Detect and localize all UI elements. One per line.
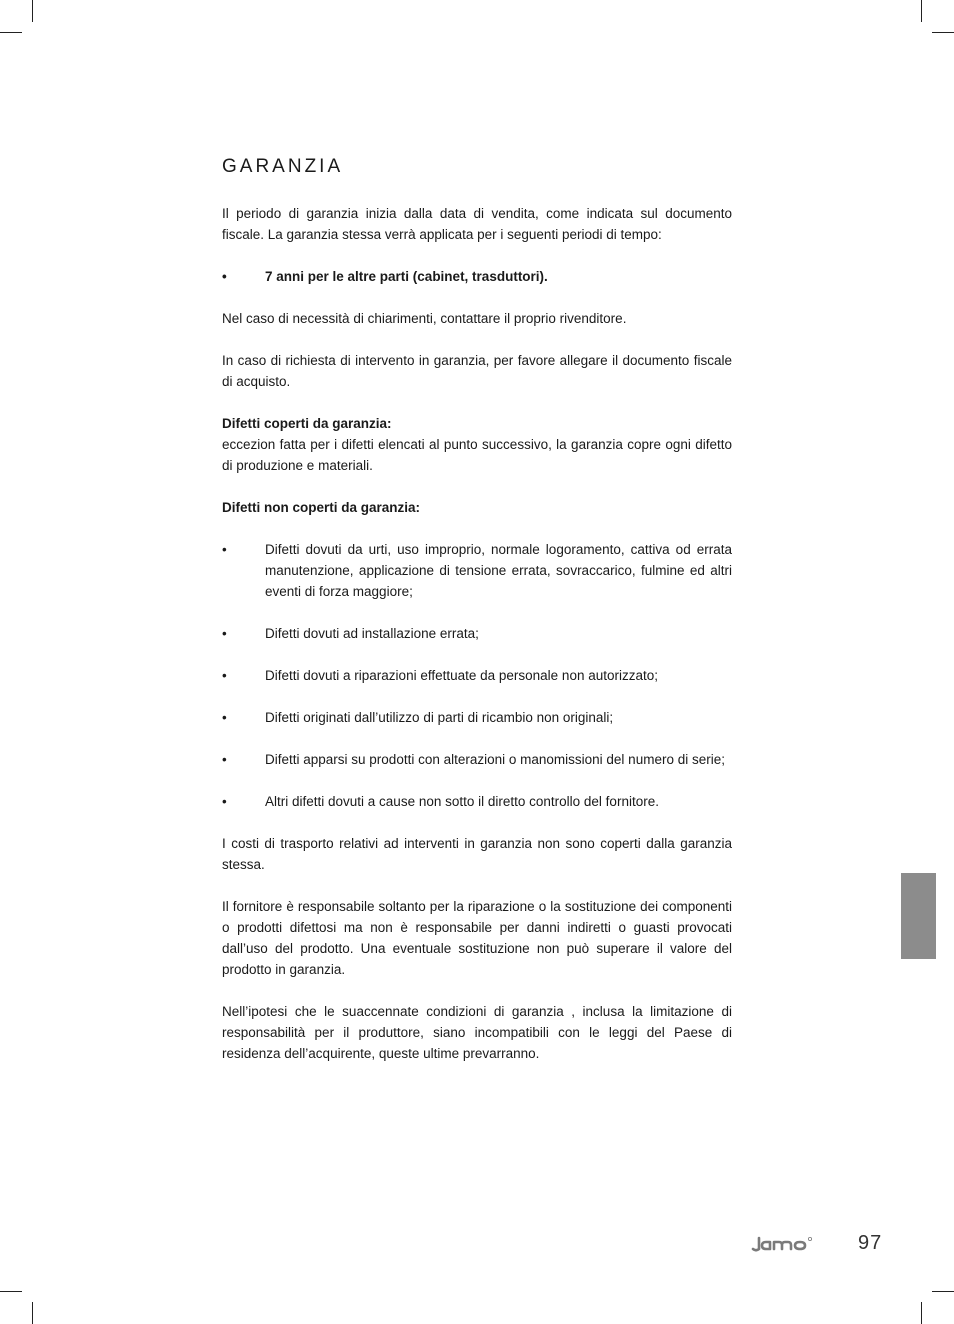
crop-mark [932, 1291, 954, 1292]
contact-paragraph: Nel caso di necessità di chiarimenti, contattare il proprio rivenditore. [222, 311, 627, 326]
list-item [222, 749, 732, 770]
crop-mark [921, 0, 922, 22]
crop-mark [0, 32, 22, 33]
bullet-icon: • [222, 668, 227, 683]
document-body [222, 154, 732, 1085]
list-item [222, 266, 732, 287]
bullet-icon: • [222, 626, 227, 641]
intro-paragraph: Il periodo di garanzia inizia dalla data di vendita, come indicata sul documento fiscale. La garanzia stessa verrà applicata per i seguenti periodi di tempo: [222, 206, 732, 242]
covered-text: eccezion fatta per i difetti elencati al punto successivo, la garanzia copre ogni difetto di produzione e materiali. [222, 437, 732, 473]
warranty-period-list [222, 266, 732, 287]
bullet-icon: • [222, 269, 227, 284]
page-footer [750, 1228, 882, 1258]
transport-paragraph: I costi di trasporto relativi ad interventi in garanzia non sono coperti dalla garanzia stessa. [222, 836, 732, 872]
list-item-text: Difetti dovuti da urti, uso improprio, normale logoramento, cattiva od errata manutenzione, applicazione di tensione errata, sovraccarico, fulmine ed altri eventi di forza maggiore; [265, 542, 732, 599]
covered-section [222, 413, 732, 476]
bullet-icon: • [222, 710, 227, 725]
liability-paragraph: Il fornitore è responsabile soltanto per la riparazione o la sostituzione dei componenti o prodotti difettosi ma non è responsabile per danni indiretti o guasti provocati dall’uso del prodotto. Una eventuale sostituzione non può superare il valore del prodotto in garanzia. [222, 899, 732, 977]
list-item-text: Altri difetti dovuti a cause non sotto il diretto controllo del fornitore. [265, 794, 659, 809]
bullet-icon: • [222, 752, 227, 767]
jamo-logo-icon [750, 1232, 826, 1254]
crop-mark [32, 1302, 33, 1324]
list-item-text: 7 anni per le altre parti (cabinet, trasduttori). [265, 269, 548, 284]
list-item [222, 539, 732, 602]
page-title: GARANZIA [222, 156, 344, 177]
not-covered-list [222, 539, 732, 812]
crop-mark [0, 1291, 22, 1292]
crop-mark [932, 32, 954, 33]
list-item [222, 665, 732, 686]
list-item-text: Difetti dovuti ad installazione errata; [265, 626, 479, 641]
list-item-text: Difetti originati dall’utilizzo di parti di ricambio non originali; [265, 710, 614, 725]
bullet-icon: • [222, 542, 227, 557]
section-tab-marker [901, 873, 936, 959]
list-item [222, 707, 732, 728]
bullet-icon: • [222, 794, 227, 809]
not-covered-heading: Difetti non coperti da garanzia: [222, 500, 421, 515]
list-item [222, 791, 732, 812]
crop-mark [921, 1302, 922, 1324]
covered-heading: Difetti coperti da garanzia: [222, 416, 392, 431]
list-item-text: Difetti apparsi su prodotti con alterazioni o manomissioni del numero di serie; [265, 752, 725, 767]
page-number: 97 [858, 1231, 883, 1254]
list-item [222, 623, 732, 644]
crop-mark [32, 0, 33, 22]
request-paragraph: In caso di richiesta di intervento in garanzia, per favore allegare il documento fiscale di acquisto. [222, 353, 732, 389]
list-item-text: Difetti dovuti a riparazioni effettuate da personale non autorizzato; [265, 668, 658, 683]
law-paragraph: Nell’ipotesi che le suaccennate condizioni di garanzia , inclusa la limitazione di responsabilità per il produttore, siano incompatibili con le leggi del Paese di residenza dell’acquirente, queste ultime prevarranno. [222, 1004, 732, 1061]
